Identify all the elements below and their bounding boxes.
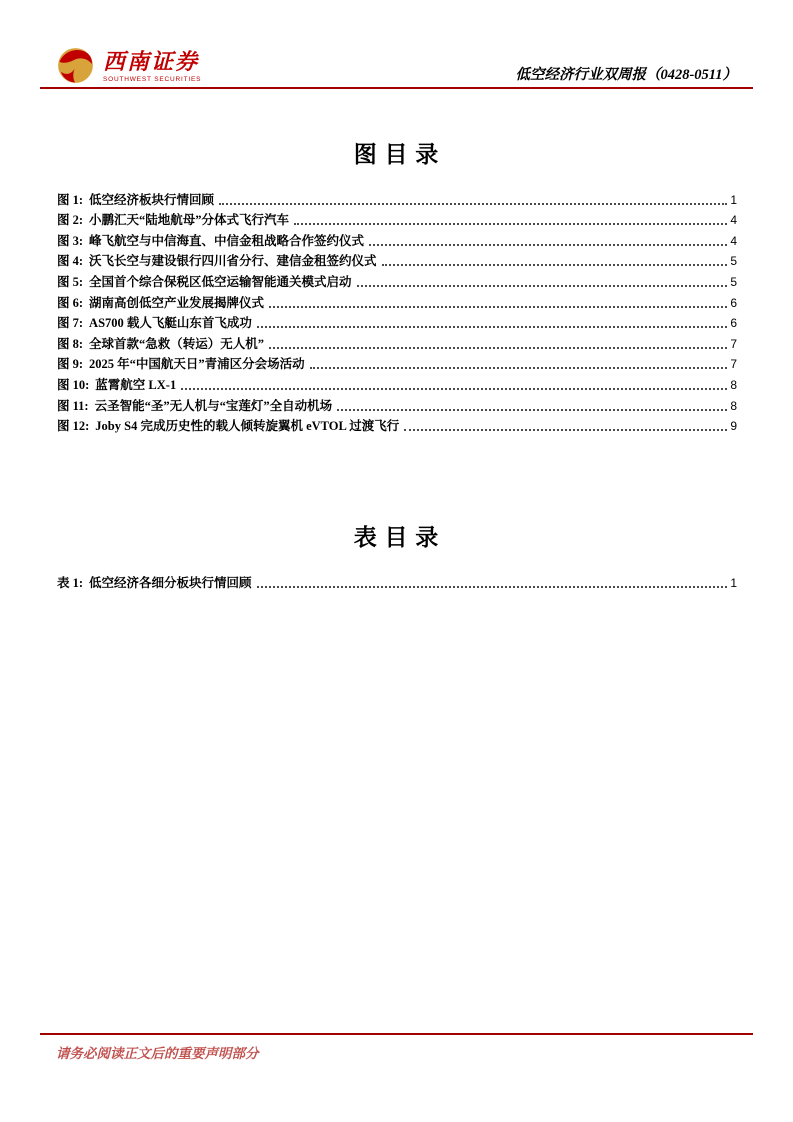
table-toc-list: [57, 571, 737, 592]
toc-entry-text: 低空经济各细分板块行情回顾: [89, 575, 252, 590]
toc-entry-label: 图 4:: [57, 254, 84, 269]
toc-entry[interactable]: [57, 270, 737, 291]
toc-entry-label: 图 3:: [57, 233, 84, 248]
logo-name-cn: 西南证券: [103, 49, 200, 74]
toc-entry-label: 图 10:: [57, 377, 90, 392]
toc-entry-text: 全球首款“急救（转运）无人机”: [89, 336, 265, 351]
logo-swirl-icon: [57, 47, 94, 84]
toc-entry[interactable]: [57, 332, 737, 353]
toc-entry-page: 8: [730, 398, 737, 413]
toc-entry[interactable]: [57, 250, 737, 271]
toc-entry[interactable]: [57, 209, 737, 230]
toc-dot-leader: [257, 326, 727, 328]
toc-entry-page: 6: [730, 316, 737, 331]
toc-entry-label: 图 11:: [57, 398, 89, 413]
toc-entry-page: 5: [730, 274, 737, 289]
company-logo: [57, 47, 201, 84]
toc-dot-leader: [337, 409, 727, 411]
toc-entry-label: 图 2:: [57, 213, 84, 228]
page-header: [40, 0, 753, 92]
toc-entry-label: 表 1:: [57, 575, 84, 590]
toc-entry-text: AS700 载人飞艇山东首飞成功: [89, 316, 252, 331]
toc-entry-label: 图 7:: [57, 316, 84, 331]
toc-entry-page: 5: [730, 254, 737, 269]
footer-divider: [40, 1033, 753, 1035]
figure-toc-title: 图 目 录: [353, 142, 440, 167]
toc-dot-leader: [219, 203, 727, 205]
toc-entry-page: 4: [730, 233, 737, 248]
toc-entry-label: 图 6:: [57, 295, 84, 310]
toc-entry-text: 小鹏汇天“陆地航母”分体式飞行汽车: [89, 213, 290, 228]
toc-entry-label: 图 8:: [57, 336, 84, 351]
toc-entry-page: 9: [730, 419, 737, 434]
page-footer: [40, 1033, 753, 1062]
toc-dot-leader: [181, 388, 727, 390]
toc-entry-text: 云圣智能“圣”无人机与“宝莲灯”全自动机场: [94, 398, 333, 413]
toc-entry-page: 1: [730, 192, 737, 207]
header-divider: [40, 87, 753, 89]
report-title: 低空经济行业双周报（0428-0511）: [515, 67, 737, 83]
toc-entry-text: 低空经济板块行情回顾: [89, 192, 215, 207]
toc-dot-leader: [257, 586, 728, 588]
toc-entry[interactable]: [57, 229, 737, 250]
toc-dot-leader: [404, 429, 727, 431]
table-toc-title: 表 目 录: [353, 525, 440, 550]
toc-entry-text: 湖南高创低空产业发展揭牌仪式: [89, 295, 265, 310]
toc-entry[interactable]: [57, 188, 737, 209]
toc-entry-label: 图 9:: [57, 357, 84, 372]
toc-entry[interactable]: [57, 291, 737, 312]
table-toc-section: [40, 519, 753, 592]
toc-entry[interactable]: [57, 415, 737, 436]
toc-entry[interactable]: [57, 571, 737, 592]
toc-entry-page: 6: [730, 295, 737, 310]
toc-entry-text: 峰飞航空与中信海直、中信金租战略合作签约仪式: [89, 233, 365, 248]
toc-entry[interactable]: [57, 394, 737, 415]
toc-dot-leader: [357, 285, 728, 287]
toc-dot-leader: [269, 347, 727, 349]
toc-entry-text: 蓝霄航空 LX-1: [95, 377, 177, 392]
logo-text: [103, 47, 201, 83]
toc-entry-label: 图 12:: [57, 419, 90, 434]
toc-entry-page: 1: [730, 575, 737, 590]
toc-entry-page: 8: [730, 377, 737, 392]
toc-entry-text: Joby S4 完成历史性的载人倾转旋翼机 eVTOL 过渡飞行: [95, 419, 400, 434]
toc-entry-label: 图 5:: [57, 274, 84, 289]
toc-dot-leader: [382, 264, 728, 266]
toc-entry-page: 7: [730, 336, 737, 351]
toc-entry-text: 沃飞长空与建设银行四川省分行、建信金租签约仪式: [89, 254, 377, 269]
toc-entry-page: 7: [730, 357, 737, 372]
toc-dot-leader: [294, 223, 727, 225]
figure-toc-list: [57, 188, 737, 435]
logo-name-en: SOUTHWEST SECURITIES: [103, 76, 202, 83]
toc-entry-label: 图 1:: [57, 192, 84, 207]
footer-disclaimer: 请务必阅读正文后的重要声明部分: [56, 1046, 259, 1061]
toc-dot-leader: [369, 244, 727, 246]
toc-dot-leader: [269, 306, 727, 308]
toc-entry[interactable]: [57, 312, 737, 333]
toc-entry-page: 4: [730, 213, 737, 228]
toc-entry[interactable]: [57, 373, 737, 394]
toc-entry-text: 2025 年“中国航天日”青浦区分会场活动: [89, 357, 305, 372]
toc-dot-leader: [310, 367, 728, 369]
figure-toc-section: [40, 136, 753, 435]
toc-entry[interactable]: [57, 353, 737, 374]
toc-entry-text: 全国首个综合保税区低空运输智能通关模式启动: [89, 274, 352, 289]
